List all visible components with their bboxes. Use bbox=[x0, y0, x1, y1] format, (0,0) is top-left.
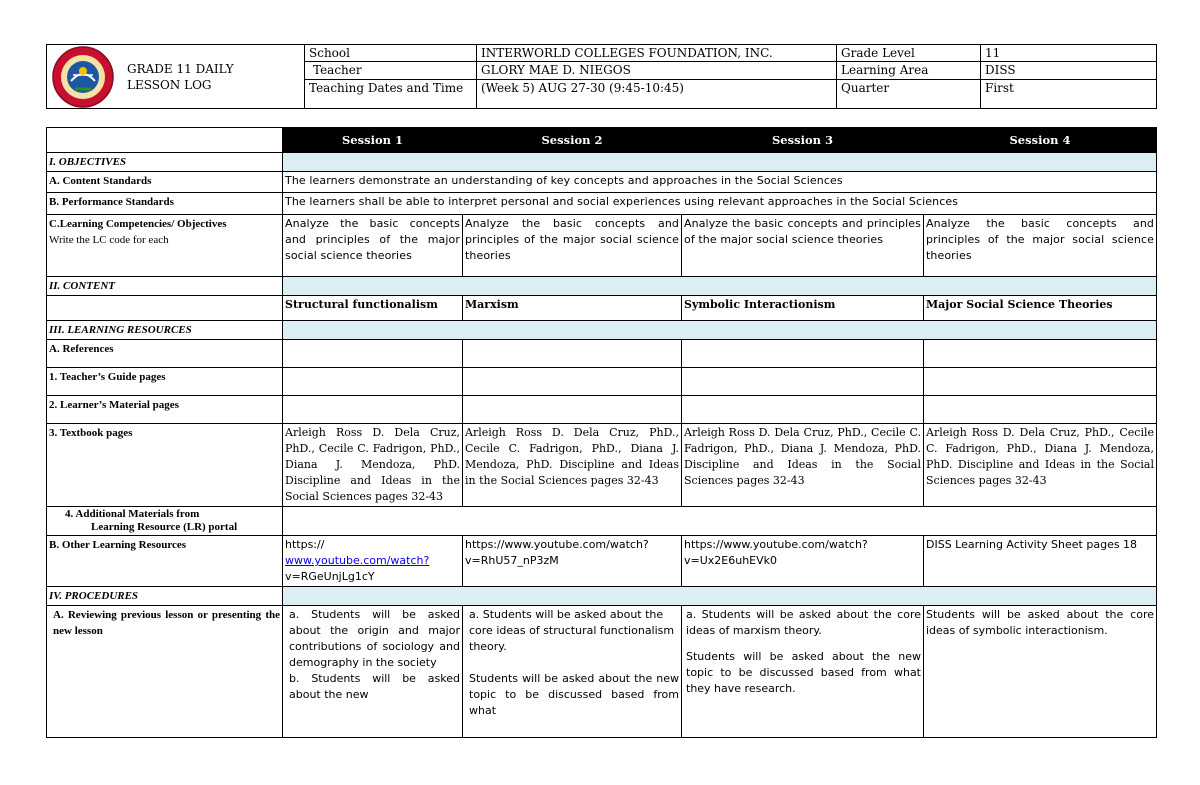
procedure-item: a. Students will be asked about the core ideas of structural functionalism theory. bbox=[469, 608, 675, 653]
content-standards-label: A. Content Standards bbox=[49, 175, 152, 187]
textbook-session-1: Arleigh Ross D. Dela Cruz, PhD., Cecile C. Fadrigon, PhD., Diana J. Mendoza, PhD. Discipline and Ideas in the Social Sciences pages 32-43 bbox=[283, 424, 463, 507]
section-band bbox=[283, 277, 1157, 296]
header-brand bbox=[47, 45, 305, 109]
school-logo-icon bbox=[51, 45, 115, 109]
topic-session-4: Major Social Science Theories bbox=[924, 296, 1157, 321]
other-resource-session-1 bbox=[283, 536, 463, 587]
review-label: A. Reviewing previous lesson or presenting the new lesson bbox=[53, 609, 280, 637]
additional-materials-row bbox=[47, 507, 1157, 536]
procedures-heading: IV. PROCEDURES bbox=[47, 587, 283, 606]
resources-section-row bbox=[47, 321, 1157, 340]
additional-materials-label-2: Learning Resource (LR) portal bbox=[91, 521, 238, 533]
teacher-label: Teacher bbox=[305, 62, 477, 79]
other-resource-session-4: DISS Learning Activity Sheet pages 18 bbox=[924, 536, 1157, 587]
school-value: INTERWORLD COLLEGES FOUNDATION, INC. bbox=[477, 45, 837, 62]
lesson-log-table bbox=[46, 127, 1157, 738]
grade-level-label: Grade Level bbox=[837, 45, 981, 62]
other-resources-label: B. Other Learning Resources bbox=[49, 539, 187, 551]
learners-material-row bbox=[47, 396, 1157, 424]
section-band bbox=[283, 587, 1157, 606]
topics-row bbox=[47, 296, 1157, 321]
blank-cell bbox=[924, 396, 1157, 424]
textbook-session-4: Arleigh Ross D. Dela Cruz, PhD., Cecile C. Fadrigon, PhD., Diana J. Mendoza, PhD. Discipline and Ideas in the Social Sciences pages 32-43 bbox=[924, 424, 1157, 507]
blank-cell bbox=[47, 296, 283, 321]
blank-cell bbox=[463, 396, 682, 424]
additional-materials-label-1: 4. Additional Materials from bbox=[65, 508, 200, 520]
procedure-item: a. Students will be asked about the core ideas of marxism theory. bbox=[686, 608, 921, 637]
blank-cell bbox=[47, 128, 283, 153]
blank-cell bbox=[283, 507, 1157, 536]
competencies-label: C.Learning Competencies/ Objectives bbox=[49, 218, 227, 230]
blank-cell bbox=[682, 368, 924, 396]
blank-cell bbox=[682, 340, 924, 368]
learning-area-value: DISS bbox=[981, 62, 1157, 79]
topic-session-3: Symbolic Interactionism bbox=[682, 296, 924, 321]
competency-session-1: Analyze the basic concepts and principles of the major social science theories bbox=[283, 215, 463, 277]
content-standards-value: The learners demonstrate an understanding of key concepts and approaches in the Social Sciences bbox=[283, 172, 1157, 193]
competency-session-4: Analyze the basic concepts and principles of the major social science theories bbox=[924, 215, 1157, 277]
blank-cell bbox=[463, 340, 682, 368]
textbook-label: 3. Textbook pages bbox=[49, 427, 133, 439]
procedure-item: a. Students will be asked about the origin and major contributions of sociology and demography in the society bbox=[289, 608, 460, 669]
performance-standards-row bbox=[47, 193, 1157, 215]
textbook-session-3: Arleigh Ross D. Dela Cruz, PhD., Cecile C. Fadrigon, PhD., Diana J. Mendoza, PhD. Discipline and Ideas in the Social Sciences pages 32-43 bbox=[682, 424, 924, 507]
topic-session-1: Structural functionalism bbox=[283, 296, 463, 321]
other-resource-session-2 bbox=[463, 536, 682, 587]
blank-cell bbox=[283, 368, 463, 396]
textbook-row bbox=[47, 424, 1157, 507]
youtube-link[interactable]: www.youtube.com/watch? bbox=[285, 554, 430, 567]
session-2-header: Session 2 bbox=[463, 128, 682, 153]
performance-standards-label: B. Performance Standards bbox=[49, 196, 174, 208]
grade-level-value: 11 bbox=[981, 45, 1157, 62]
references-row bbox=[47, 340, 1157, 368]
session-4-header: Session 4 bbox=[924, 128, 1157, 153]
references-label: A. References bbox=[49, 343, 114, 355]
competency-session-2: Analyze the basic concepts and principles of the major social science theories bbox=[463, 215, 682, 277]
other-resource-session-3 bbox=[682, 536, 924, 587]
url-part: v=RGeUnjLg1cY bbox=[285, 570, 375, 583]
title-line-1: GRADE 11 DAILY bbox=[127, 61, 234, 76]
blank-cell bbox=[283, 396, 463, 424]
session-1-header: Session 1 bbox=[283, 128, 463, 153]
performance-standards-value: The learners shall be able to interpret personal and social experiences using relevant approaches in the Social Sciences bbox=[283, 193, 1157, 215]
header-table bbox=[46, 44, 1157, 109]
school-label: School bbox=[305, 45, 477, 62]
procedure-session-2 bbox=[463, 606, 682, 738]
learners-material-label: 2. Learner’s Material pages bbox=[49, 399, 179, 411]
review-row bbox=[47, 606, 1157, 738]
blank-cell bbox=[463, 368, 682, 396]
blank-cell bbox=[283, 340, 463, 368]
dates-value: (Week 5) AUG 27-30 (9:45-10:45) bbox=[477, 79, 837, 108]
url-part: v=RhU57_nP3zM bbox=[465, 554, 559, 567]
content-heading: II. CONTENT bbox=[47, 277, 283, 296]
quarter-label: Quarter bbox=[837, 79, 981, 108]
content-standards-row bbox=[47, 172, 1157, 193]
textbook-session-2: Arleigh Ross D. Dela Cruz, PhD., Cecile C. Fadrigon, PhD., Diana J. Mendoza, PhD. Discipline and Ideas in the Social Sciences pages 32-43 bbox=[463, 424, 682, 507]
blank-cell bbox=[924, 368, 1157, 396]
procedure-item: Students will be asked about the new topic to be discussed based from what they have research. bbox=[686, 650, 921, 695]
url-part: https:// bbox=[285, 538, 325, 551]
document-title bbox=[127, 61, 234, 93]
other-resources-row bbox=[47, 536, 1157, 587]
teachers-guide-row bbox=[47, 368, 1157, 396]
quarter-value: First bbox=[981, 79, 1157, 108]
objectives-heading: I. OBJECTIVES bbox=[47, 153, 283, 172]
topic-session-2: Marxism bbox=[463, 296, 682, 321]
teachers-guide-label: 1. Teacher’s Guide pages bbox=[49, 371, 166, 383]
procedure-item: b. Students will be asked about the new bbox=[289, 672, 460, 701]
section-band bbox=[283, 321, 1157, 340]
teacher-value: GLORY MAE D. NIEGOS bbox=[477, 62, 837, 79]
blank-cell bbox=[682, 396, 924, 424]
procedure-session-3 bbox=[682, 606, 924, 738]
resources-heading: III. LEARNING RESOURCES bbox=[47, 321, 283, 340]
blank-cell bbox=[924, 340, 1157, 368]
competency-session-3: Analyze the basic concepts and principles of the major social science theories bbox=[682, 215, 924, 277]
procedure-item: Students will be asked about the new topic to be discussed based from what bbox=[469, 672, 679, 717]
session-3-header: Session 3 bbox=[682, 128, 924, 153]
section-band bbox=[283, 153, 1157, 172]
objectives-section-row bbox=[47, 153, 1157, 172]
url-part: v=Ux2E6uhEVk0 bbox=[684, 554, 778, 567]
sessions-header-row bbox=[47, 128, 1157, 153]
competencies-row bbox=[47, 215, 1157, 277]
url-part: https://www.youtube.com/watch? bbox=[465, 538, 649, 551]
procedure-session-4: Students will be asked about the core ideas of symbolic interactionism. bbox=[924, 606, 1157, 738]
procedures-section-row bbox=[47, 587, 1157, 606]
title-line-2: LESSON LOG bbox=[127, 77, 212, 92]
dates-label: Teaching Dates and Time bbox=[305, 79, 477, 108]
content-section-row bbox=[47, 277, 1157, 296]
procedure-session-1 bbox=[283, 606, 463, 738]
url-part: https://www.youtube.com/watch? bbox=[684, 538, 868, 551]
competencies-sublabel: Write the LC code for each bbox=[49, 234, 169, 246]
learning-area-label: Learning Area bbox=[837, 62, 981, 79]
